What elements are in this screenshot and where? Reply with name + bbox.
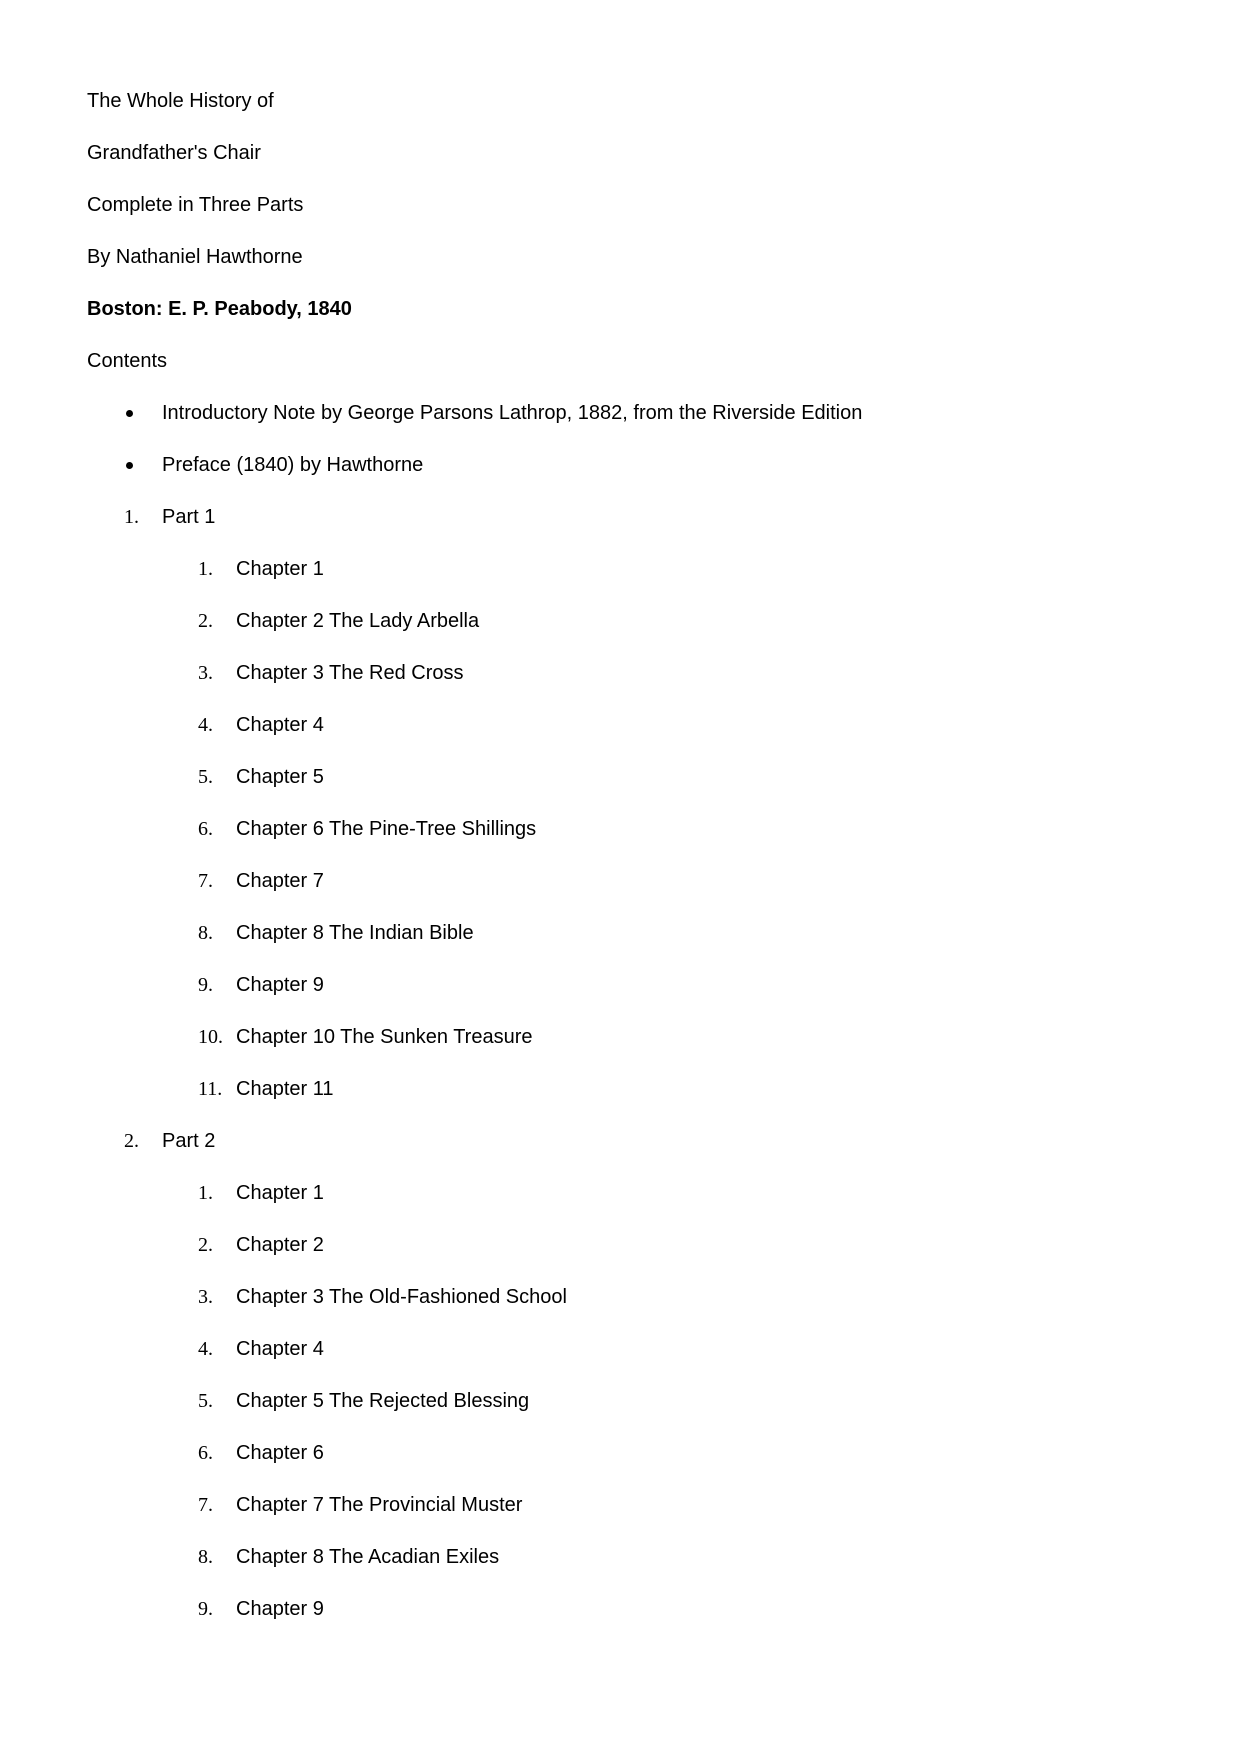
- chapter-number: 4.: [198, 714, 213, 736]
- chapter-number: 2.: [198, 1234, 213, 1256]
- title-line-2: Grandfather's Chair: [87, 142, 261, 164]
- chapter-number: 2.: [198, 610, 213, 632]
- chapter-label: Chapter 11: [236, 1078, 334, 1100]
- chapter-label: Chapter 8 The Indian Bible: [236, 922, 474, 944]
- chapter-number: 3.: [198, 1286, 213, 1308]
- chapter-number: 8.: [198, 1546, 213, 1568]
- chapter-label: Chapter 2: [236, 1234, 324, 1256]
- chapter-number: 6.: [198, 818, 213, 840]
- part-label: Part 2: [162, 1130, 216, 1152]
- chapter-label: Chapter 4: [236, 1338, 324, 1360]
- bullet-icon: [126, 462, 133, 469]
- chapter-label: Chapter 1: [236, 1182, 324, 1204]
- chapter-number: 9.: [198, 1598, 213, 1620]
- chapter-number: 3.: [198, 662, 213, 684]
- chapter-label: Chapter 5: [236, 766, 324, 788]
- chapter-number: 11.: [198, 1078, 223, 1100]
- chapter-number: 7.: [198, 870, 213, 892]
- part-number: 1.: [124, 506, 139, 528]
- chapter-label: Chapter 9: [236, 1598, 324, 1620]
- chapter-label: Chapter 7 The Provincial Muster: [236, 1494, 523, 1516]
- front-matter-label: Introductory Note by George Parsons Lathrop, 1882, from the Riverside Edition: [162, 402, 863, 424]
- chapter-label: Chapter 10 The Sunken Treasure: [236, 1026, 533, 1048]
- chapter-label: Chapter 3 The Old-Fashioned School: [236, 1286, 567, 1308]
- bullet-icon: [126, 410, 133, 417]
- title-line-1: The Whole History of: [87, 90, 274, 112]
- chapter-number: 6.: [198, 1442, 213, 1464]
- chapter-label: Chapter 9: [236, 974, 324, 996]
- author-line: By Nathaniel Hawthorne: [87, 246, 303, 268]
- chapter-number: 7.: [198, 1494, 213, 1516]
- chapter-label: Chapter 1: [236, 558, 324, 580]
- chapter-label: Chapter 3 The Red Cross: [236, 662, 464, 684]
- chapter-label: Chapter 4: [236, 714, 324, 736]
- chapter-label: Chapter 6: [236, 1442, 324, 1464]
- chapter-label: Chapter 6 The Pine-Tree Shillings: [236, 818, 537, 840]
- part-number: 2.: [124, 1130, 139, 1152]
- chapter-number: 10.: [198, 1026, 223, 1048]
- contents-heading: Contents: [87, 350, 168, 372]
- chapter-number: 4.: [198, 1338, 213, 1360]
- subtitle: Complete in Three Parts: [87, 194, 304, 216]
- chapter-number: 8.: [198, 922, 213, 944]
- chapter-number: 1.: [198, 558, 213, 580]
- part-label: Part 1: [162, 506, 216, 528]
- chapter-number: 1.: [198, 1182, 213, 1204]
- chapter-label: Chapter 8 The Acadian Exiles: [236, 1546, 500, 1568]
- publisher-line: Boston: E. P. Peabody, 1840: [87, 298, 352, 320]
- chapter-number: 5.: [198, 1390, 213, 1412]
- chapter-label: Chapter 7: [236, 870, 324, 892]
- chapter-label: Chapter 5 The Rejected Blessing: [236, 1390, 530, 1412]
- front-matter-label: Preface (1840) by Hawthorne: [162, 454, 424, 476]
- chapter-label: Chapter 2 The Lady Arbella: [236, 610, 480, 632]
- chapter-number: 9.: [198, 974, 213, 996]
- chapter-number: 5.: [198, 766, 213, 788]
